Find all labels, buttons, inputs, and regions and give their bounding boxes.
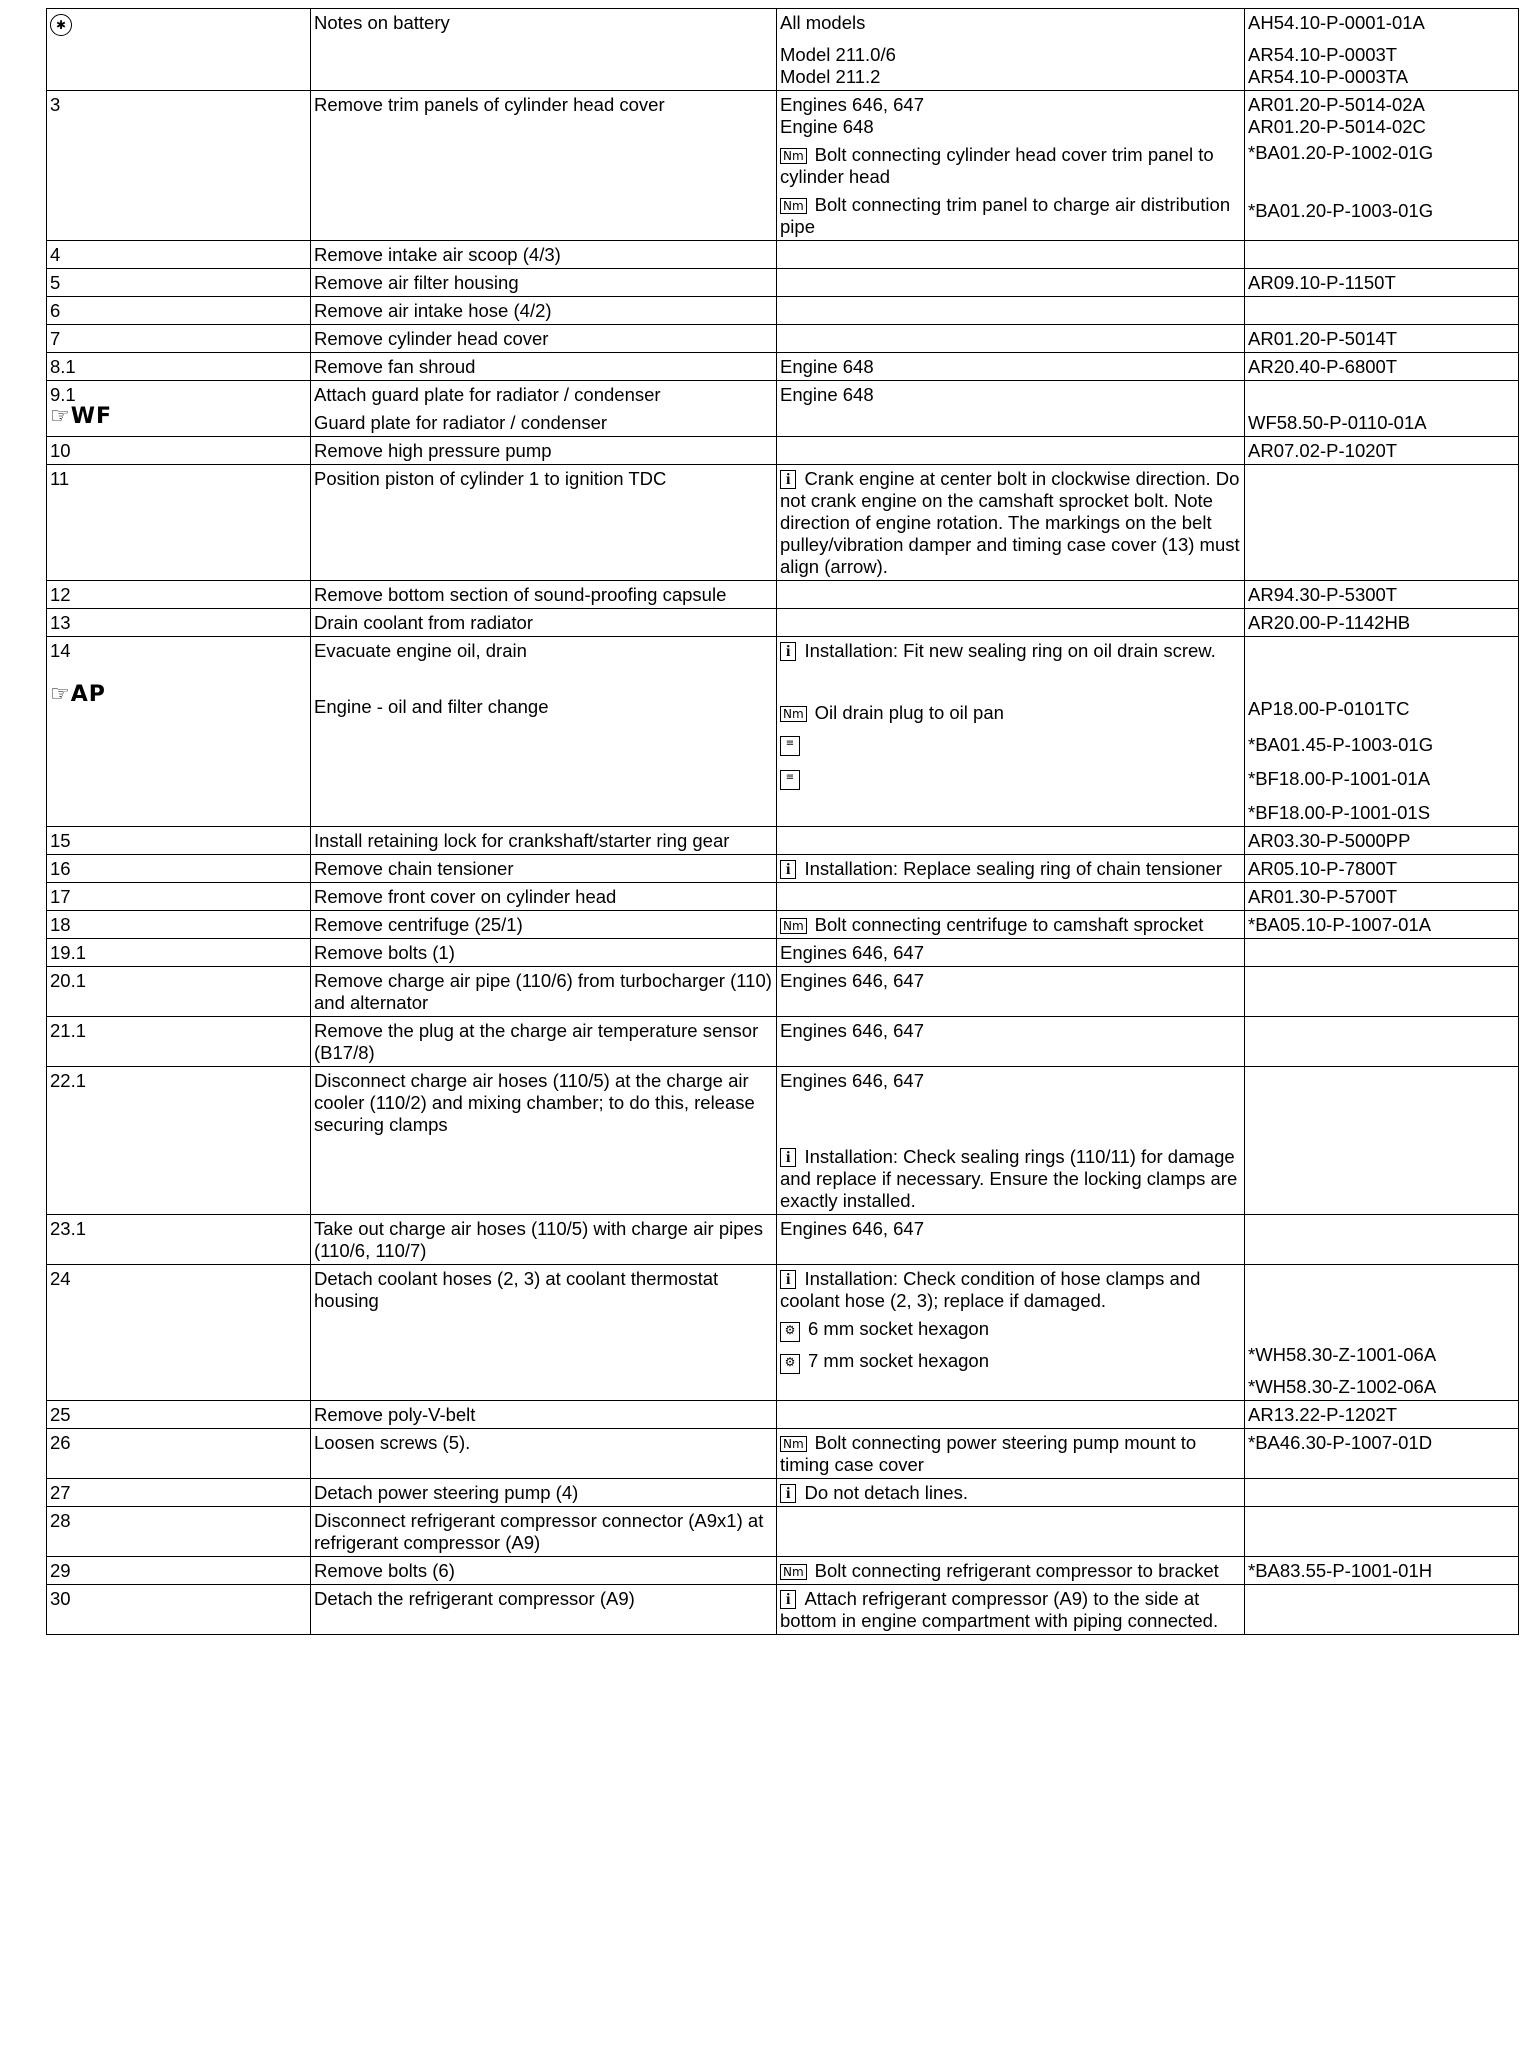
table-row <box>47 9 1519 91</box>
doc-ref-link[interactable]: AR20.00-P-1142HB <box>1245 609 1519 637</box>
socket-tool-icon: ⚙ <box>780 1322 800 1342</box>
step-number: 12 <box>47 581 311 609</box>
action-text: Remove fan shroud <box>311 353 777 381</box>
table-row <box>47 381 1519 437</box>
notes-cell <box>777 241 1245 269</box>
action-text: Remove poly-V-belt <box>311 1401 777 1429</box>
table-row <box>47 1067 1519 1215</box>
action-text: Remove air intake hose (4/2) <box>311 297 777 325</box>
action-text: Position piston of cylinder 1 to ignition TDC <box>311 465 777 581</box>
step-number: 10 <box>47 437 311 465</box>
table-row <box>47 581 1519 609</box>
table-row <box>47 1585 1519 1635</box>
table-row <box>47 325 1519 353</box>
doc-ref-link[interactable]: AR54.10-P-0003TA <box>1248 66 1409 87</box>
info-note: i Installation: Replace sealing ring of chain tensioner <box>777 855 1245 883</box>
action-text: Remove intake air scoop (4/3) <box>311 241 777 269</box>
step-number: 7 <box>47 325 311 353</box>
procedure-table-container <box>46 8 1494 1635</box>
notes-cell <box>777 269 1245 297</box>
ref-cell <box>1245 1215 1519 1265</box>
step-number: 8.1 <box>47 353 311 381</box>
doc-ref-link[interactable]: WF58.50-P-0110-01A <box>1248 412 1427 433</box>
info-icon: i <box>780 1148 796 1167</box>
step-number: 13 <box>47 609 311 637</box>
doc-ref-link[interactable]: *BA83.55-P-1001-01H <box>1245 1557 1519 1585</box>
data-sheet-icon: ≡ <box>780 736 800 756</box>
notes-cell <box>777 91 1245 241</box>
doc-ref-link[interactable]: AR05.10-P-7800T <box>1245 855 1519 883</box>
doc-ref-link[interactable]: AR01.20-P-5014-02C <box>1248 116 1426 137</box>
info-icon: i <box>780 1484 796 1503</box>
ref-cell <box>1245 637 1519 827</box>
table-row <box>47 1429 1519 1479</box>
info-note: i Installation: Check condition of hose clamps and coolant hose (2, 3); replace if damaged. <box>780 1268 1201 1311</box>
step-number: 18 <box>47 911 311 939</box>
data-sheet-icon: ≡ <box>780 770 800 790</box>
step-cell <box>47 637 311 827</box>
action-text: Remove bolts (1) <box>311 939 777 967</box>
step-number: 22.1 <box>47 1067 311 1215</box>
action-text: Drain coolant from radiator <box>311 609 777 637</box>
ref-cell <box>1245 1507 1519 1557</box>
note-text: Engines 646, 647 <box>777 939 1245 967</box>
action-text: Disconnect refrigerant compressor connector (A9x1) at refrigerant compressor (A9) <box>311 1507 777 1557</box>
notes-cell <box>777 1067 1245 1215</box>
table-row <box>47 465 1519 581</box>
ref-cell <box>1245 9 1519 91</box>
step-number: 28 <box>47 1507 311 1557</box>
action-text: Detach power steering pump (4) <box>311 1479 777 1507</box>
torque-nm-icon: Nm <box>780 1564 807 1580</box>
notes-cell <box>777 1507 1245 1557</box>
action-text: Loosen screws (5). <box>311 1429 777 1479</box>
torque-note: Nm Bolt connecting cylinder head cover trim panel to cylinder head <box>780 144 1214 187</box>
action-text: Detach the refrigerant compressor (A9) <box>311 1585 777 1635</box>
table-row <box>47 1265 1519 1401</box>
doc-ref-link[interactable]: *BA05.10-P-1007-01A <box>1245 911 1519 939</box>
step-number: 30 <box>47 1585 311 1635</box>
step-number: 4 <box>47 241 311 269</box>
doc-ref-link[interactable]: *BA01.20-P-1002-01G <box>1248 142 1434 163</box>
notes-cell <box>777 1265 1245 1401</box>
doc-ref-link[interactable]: AR54.10-P-0003T <box>1248 44 1398 65</box>
table-row <box>47 609 1519 637</box>
action-text: Remove cylinder head cover <box>311 325 777 353</box>
workshop-equipment-ref: ☞WF <box>50 404 113 429</box>
note-text: Model 211.2 <box>780 66 881 87</box>
action-text: Remove charge air pipe (110/6) from turbocharger (110) and alternator <box>311 967 777 1017</box>
table-row <box>47 437 1519 465</box>
ref-cell <box>1245 381 1519 437</box>
note-text: Engines 646, 647 <box>777 1215 1245 1265</box>
ref-cell <box>1245 1265 1519 1401</box>
step-number: 23.1 <box>47 1215 311 1265</box>
step-number: 16 <box>47 855 311 883</box>
action-text: Remove bottom section of sound-proofing capsule <box>311 581 777 609</box>
info-note: i Crank engine at center bolt in clockwise direction. Do not crank engine on the camshaft sprocket bolt. Note direction of engine rotation. The markings on the belt pulley/vibration damper and timing case cover (13) must align (arrow). <box>777 465 1245 581</box>
action-cell <box>311 637 777 827</box>
action-text: Install retaining lock for crankshaft/starter ring gear <box>311 827 777 855</box>
action-text: Guard plate for radiator / condenser <box>314 412 608 433</box>
doc-ref-link[interactable]: AR20.40-P-6800T <box>1245 353 1519 381</box>
step-number: 14 <box>50 640 71 661</box>
pointing-hand-icon: ☞ <box>50 682 71 707</box>
torque-note: Nm Oil drain plug to oil pan <box>780 702 1240 724</box>
pointing-hand-icon: ☞ <box>50 404 71 429</box>
torque-nm-icon: Nm <box>780 918 807 934</box>
torque-nm-icon: Nm <box>780 198 807 214</box>
table-row <box>47 1215 1519 1265</box>
info-note: i Do not detach lines. <box>777 1479 1245 1507</box>
notes-cell <box>777 297 1245 325</box>
table-row <box>47 883 1519 911</box>
note-text: Engines 646, 647 <box>777 1017 1245 1067</box>
table-row <box>47 1507 1519 1557</box>
info-icon: i <box>780 470 796 489</box>
step-number: 21.1 <box>47 1017 311 1067</box>
notes-cell <box>777 9 1245 91</box>
doc-ref-link[interactable]: AP18.00-P-0101TC <box>1248 698 1410 719</box>
ref-cell <box>1245 1585 1519 1635</box>
torque-nm-icon: Nm <box>780 1436 807 1452</box>
action-text: Notes on battery <box>314 12 450 33</box>
ref-cell <box>1245 1017 1519 1067</box>
socket-tool-icon: ⚙ <box>780 1354 800 1374</box>
table-row <box>47 1557 1519 1585</box>
action-text: Remove the plug at the charge air temperature sensor (B17/8) <box>311 1017 777 1067</box>
torque-note: Nm Bolt connecting centrifuge to camshaft sprocket <box>777 911 1245 939</box>
assembly-procedure-ref: ☞AP <box>50 682 106 707</box>
step-number: 27 <box>47 1479 311 1507</box>
note-text: All models <box>780 12 866 33</box>
doc-ref-link[interactable]: *BF18.00-P-1001-01S <box>1248 802 1431 823</box>
doc-ref-link[interactable]: AR01.20-P-5014-02A <box>1248 94 1425 115</box>
notes-cell <box>777 827 1245 855</box>
note-text: Engine 648 <box>780 116 874 137</box>
table-row <box>47 353 1519 381</box>
torque-nm-icon: Nm <box>780 706 807 722</box>
table-row <box>47 637 1519 827</box>
doc-ref-link[interactable]: *BA01.20-P-1003-01G <box>1248 200 1434 221</box>
notes-cell <box>777 637 1245 827</box>
ref-cell <box>1245 967 1519 1017</box>
ref-cell <box>1245 1067 1519 1215</box>
action-text: Remove bolts (6) <box>311 1557 777 1585</box>
notes-cell <box>777 325 1245 353</box>
table-row <box>47 269 1519 297</box>
action-cell <box>311 9 777 91</box>
action-text: Engine - oil and filter change <box>314 696 549 717</box>
info-note: i Installation: Check sealing rings (110/11) for damage and replace if necessary. Ensure the locking clamps are exactly installed. <box>780 1146 1238 1211</box>
step-number: 17 <box>47 883 311 911</box>
doc-ref-link[interactable]: *BA46.30-P-1007-01D <box>1245 1429 1519 1479</box>
torque-nm-icon: Nm <box>780 148 807 164</box>
notes-cell <box>777 883 1245 911</box>
ref-cell <box>1245 465 1519 581</box>
step-number: 9.1 <box>50 384 76 405</box>
doc-ref-link[interactable]: AH54.10-P-0001-01A <box>1248 12 1425 33</box>
step-number: 15 <box>47 827 311 855</box>
tool-note: ⚙ 7 mm socket hexagon <box>780 1350 1240 1374</box>
table-row <box>47 911 1519 939</box>
step-number: 6 <box>47 297 311 325</box>
notes-cell <box>777 437 1245 465</box>
torque-note: Nm Bolt connecting trim panel to charge air distribution pipe <box>780 194 1231 237</box>
doc-ref-link[interactable]: AR94.30-P-5300T <box>1245 581 1519 609</box>
doc-ref-link[interactable]: AR07.02-P-1020T <box>1245 437 1519 465</box>
action-text: Evacuate engine oil, drain <box>314 640 527 661</box>
step-number: 25 <box>47 1401 311 1429</box>
action-text: Detach coolant hoses (2, 3) at coolant thermostat housing <box>311 1265 777 1401</box>
doc-ref-link[interactable]: *WH58.30-Z-1002-06A <box>1248 1376 1437 1397</box>
doc-ref-link[interactable]: AR01.30-P-5700T <box>1245 883 1519 911</box>
note-text: Engines 646, 647 <box>777 967 1245 1017</box>
info-icon: i <box>780 1590 796 1609</box>
step-cell <box>47 9 311 91</box>
step-number: 11 <box>47 465 311 581</box>
doc-ref-link[interactable]: AR03.30-P-5000PP <box>1245 827 1519 855</box>
info-icon: i <box>780 642 796 661</box>
action-text: Remove air filter housing <box>311 269 777 297</box>
info-icon: i <box>780 1270 796 1289</box>
info-icon: i <box>780 860 796 879</box>
caution-icon: ✱ <box>50 14 72 36</box>
ref-cell <box>1245 91 1519 241</box>
table-row <box>47 297 1519 325</box>
notes-cell <box>777 609 1245 637</box>
table-row <box>47 91 1519 241</box>
doc-ref-link[interactable]: AR13.22-P-1202T <box>1245 1401 1519 1429</box>
table-row <box>47 1479 1519 1507</box>
note-text: Engines 646, 647 <box>780 94 925 115</box>
tool-note: ⚙ 6 mm socket hexagon <box>780 1318 1240 1342</box>
torque-note: Nm Bolt connecting power steering pump mount to timing case cover <box>777 1429 1245 1479</box>
step-cell <box>47 381 311 437</box>
table-row <box>47 939 1519 967</box>
step-number: 20.1 <box>47 967 311 1017</box>
table-row <box>47 827 1519 855</box>
action-cell <box>311 381 777 437</box>
doc-ref-link[interactable]: *BF18.00-P-1001-01A <box>1248 768 1431 789</box>
notes-cell <box>777 1401 1245 1429</box>
action-text: Remove centrifuge (25/1) <box>311 911 777 939</box>
notes-cell <box>777 581 1245 609</box>
table-row <box>47 855 1519 883</box>
doc-ref-link[interactable]: AR09.10-P-1150T <box>1245 269 1519 297</box>
note-text: Engine 648 <box>777 381 1245 437</box>
table-row <box>47 241 1519 269</box>
info-note: i Attach refrigerant compressor (A9) to the side at bottom in engine compartment with piping connected. <box>777 1585 1245 1635</box>
table-row <box>47 1401 1519 1429</box>
step-number: 24 <box>47 1265 311 1401</box>
procedure-table <box>46 8 1519 1635</box>
note-text: Engines 646, 647 <box>780 1070 925 1091</box>
torque-note: Nm Bolt connecting refrigerant compressor to bracket <box>777 1557 1245 1585</box>
step-number: 26 <box>47 1429 311 1479</box>
step-number: 5 <box>47 269 311 297</box>
action-text: Disconnect charge air hoses (110/5) at the charge air cooler (110/2) and mixing chamber; to do this, release securing clamps <box>311 1067 777 1215</box>
action-text: Remove chain tensioner <box>311 855 777 883</box>
info-note: i Installation: Fit new sealing ring on oil drain screw. <box>780 640 1240 662</box>
note-text: Engine 648 <box>777 353 1245 381</box>
action-text: Remove front cover on cylinder head <box>311 883 777 911</box>
action-text: Remove trim panels of cylinder head cover <box>311 91 777 241</box>
table-row <box>47 967 1519 1017</box>
doc-ref-link[interactable]: AR01.20-P-5014T <box>1245 325 1519 353</box>
ref-cell <box>1245 1479 1519 1507</box>
note-text: Model 211.0/6 <box>780 44 896 65</box>
ref-cell <box>1245 297 1519 325</box>
ref-cell <box>1245 939 1519 967</box>
doc-ref-link[interactable]: *WH58.30-Z-1001-06A <box>1248 1344 1437 1365</box>
step-number: 3 <box>47 91 311 241</box>
table-row <box>47 1017 1519 1067</box>
action-text: Attach guard plate for radiator / condenser <box>314 384 661 405</box>
action-text: Take out charge air hoses (110/5) with charge air pipes (110/6, 110/7) <box>311 1215 777 1265</box>
step-number: 19.1 <box>47 939 311 967</box>
doc-ref-link[interactable]: *BA01.45-P-1003-01G <box>1248 734 1434 755</box>
step-number: 29 <box>47 1557 311 1585</box>
ref-cell <box>1245 241 1519 269</box>
action-text: Remove high pressure pump <box>311 437 777 465</box>
